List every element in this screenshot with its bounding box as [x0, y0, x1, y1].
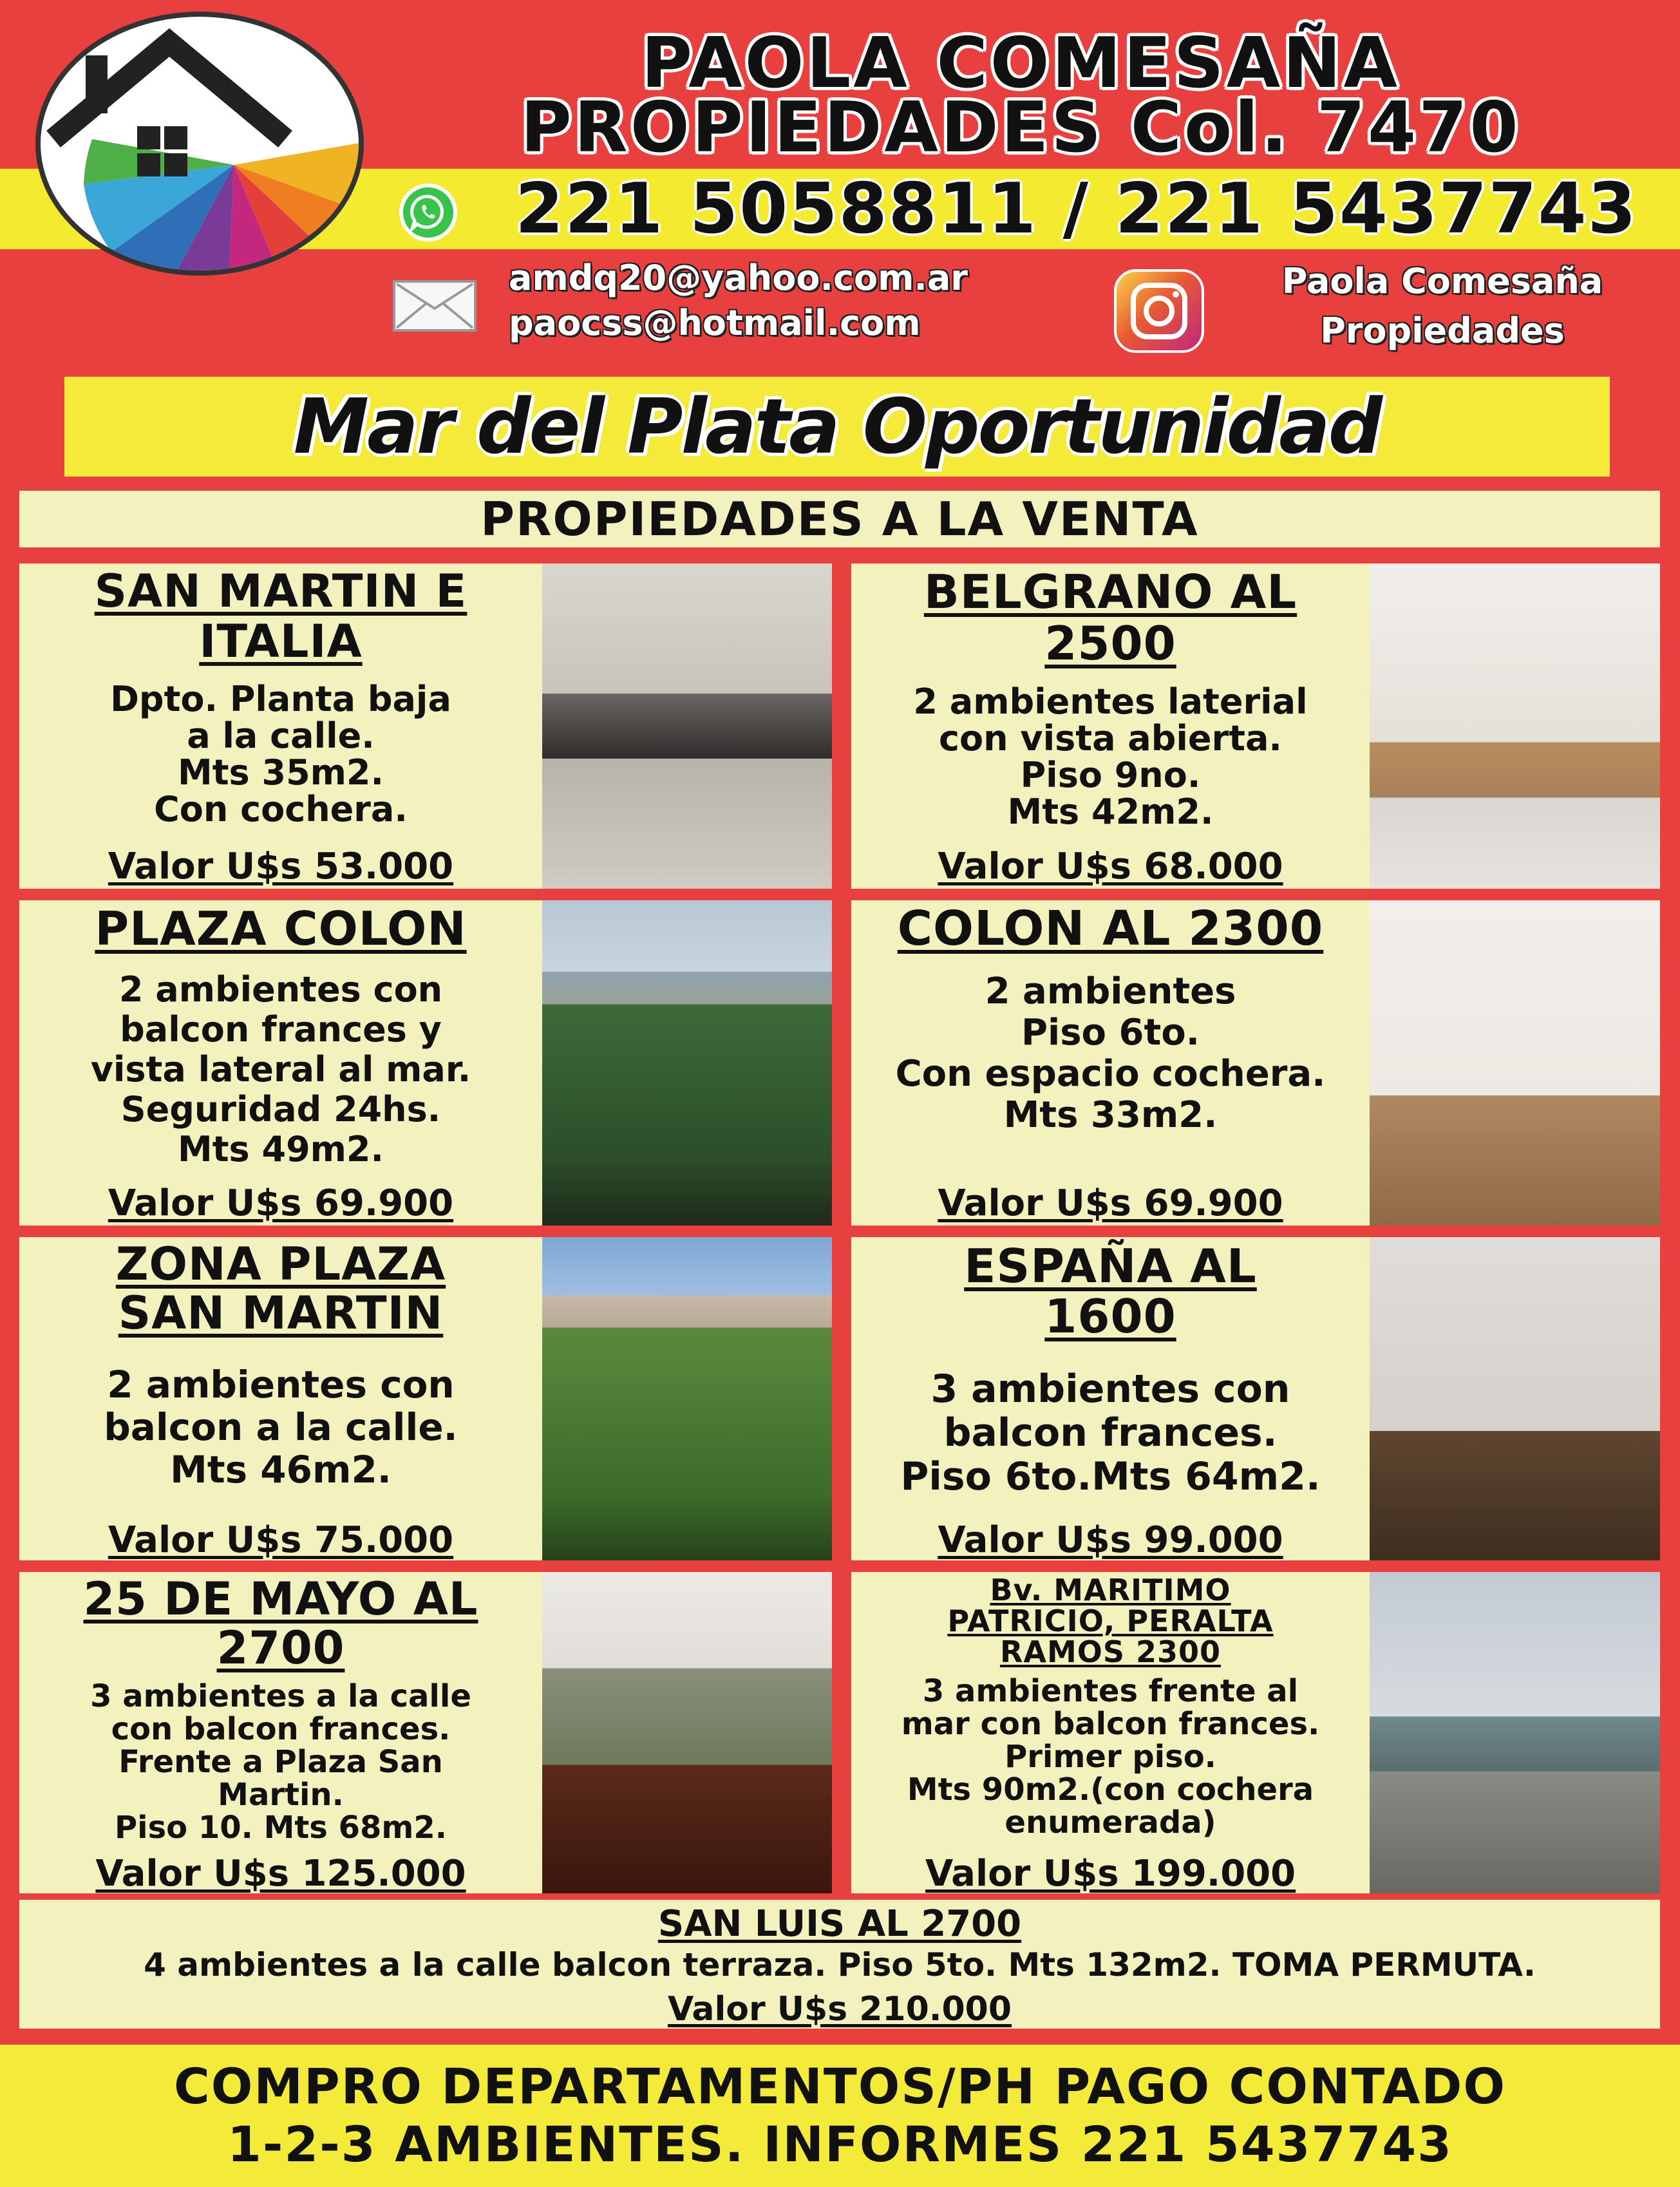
email-address-1[interactable]: amdq20@yahoo.com.ar [509, 258, 968, 298]
listing-desc-line: Frente a Plaza San [118, 1744, 443, 1780]
brand-subtitle: PROPIEDADES Col. 7470 [520, 88, 1521, 168]
listing-desc-line: balcon frances. [943, 1410, 1278, 1455]
listing-desc-line: Dpto. Planta baja [110, 679, 451, 719]
listing-title-line: ZONA PLAZA [115, 1238, 446, 1291]
listing-price: Valor U$s 99.000 [938, 1519, 1283, 1561]
listing-desc-line: balcon a la calle. [104, 1405, 458, 1449]
listing-price: Valor U$s 199.000 [925, 1853, 1296, 1895]
listing-desc-line: Seguridad 24hs. [120, 1089, 441, 1130]
listing-desc-line: 2 ambientes [985, 970, 1236, 1012]
listing-desc-line: 2 ambientes con [118, 969, 443, 1010]
listing-desc-line: con balcon frances. [111, 1711, 451, 1747]
listing-desc-line: 3 ambientes a la calle [90, 1678, 471, 1714]
listing-desc-line: Martin. [218, 1777, 344, 1813]
listing-title-line: SAN MARTIN E [94, 565, 467, 618]
listing-title-line: BELGRANO AL [923, 565, 1298, 619]
listing-price: Valor U$s 75.000 [108, 1519, 454, 1561]
listing-title-line: PATRICIO, PERALTA [947, 1604, 1274, 1638]
listing-photo-kitchen[interactable] [542, 563, 832, 889]
listing-desc-line: Mts 90m2.(con cochera [907, 1772, 1314, 1808]
listing-desc-line: 2 ambientes laterial [913, 681, 1308, 722]
listing-desc-line: Mts 49m2. [178, 1129, 384, 1169]
listing-photo-sea-view[interactable] [542, 900, 832, 1226]
listing-title-line: Bv. MARITIMO [990, 1573, 1231, 1607]
listing-desc-line: Piso 10. Mts 68m2. [114, 1810, 448, 1846]
listing-card[interactable] [851, 1572, 1660, 1893]
listing-desc-line: Con espacio cochera. [895, 1053, 1326, 1095]
listing-title-line: PLAZA COLON [95, 902, 467, 956]
instagram-handle-line-2[interactable]: Propiedades [1320, 310, 1565, 351]
listing-photo-dining-room[interactable] [1370, 900, 1660, 1226]
listing-card[interactable] [851, 900, 1660, 1226]
listing-photo-park-view[interactable] [542, 1237, 832, 1560]
listing-price: Valor U$s 68.000 [938, 846, 1283, 887]
listing-desc-line: Piso 9no. [1020, 755, 1201, 795]
listing-desc-line: 3 ambientes frente al [922, 1673, 1299, 1709]
listing-desc-line: con vista abierta. [939, 718, 1282, 759]
footer-line-2: 1-2-3 AMBIENTES. INFORMES 221 5437743 [227, 2116, 1453, 2173]
listing-card[interactable] [851, 563, 1660, 889]
wide-listing-desc: 4 ambientes a la calle balcon terraza. Piso 5to. Mts 132m2. TOMA PERMUTA. [144, 1946, 1536, 1983]
wide-listing-price: Valor U$s 210.000 [667, 1990, 1012, 2029]
listing-title-line: 25 DE MAYO AL [83, 1573, 478, 1625]
listing-desc-line: Mts 46m2. [170, 1448, 392, 1491]
listing-card[interactable] [851, 1237, 1660, 1560]
listing-photo-empty-room[interactable] [1370, 1237, 1660, 1560]
listing-card[interactable] [19, 1572, 832, 1893]
listing-desc-line: enumerada) [1005, 1804, 1216, 1841]
listing-desc-line: 3 ambientes con [930, 1367, 1290, 1412]
slogan-text: Mar del Plata Oportunidad [293, 382, 1381, 471]
listing-title-line: RAMOS 2300 [999, 1634, 1222, 1669]
brand-name: PAOLA COMESAÑA [641, 23, 1401, 104]
listing-title-line: SAN MARTIN [118, 1287, 444, 1340]
mail-icon [393, 280, 477, 332]
listing-desc-line: Mts 33m2. [1003, 1094, 1218, 1136]
listing-desc-line: Con cochera. [154, 789, 408, 829]
listing-photo-window-room[interactable] [542, 1572, 832, 1893]
wide-listing-title: SAN LUIS AL 2700 [657, 1903, 1022, 1945]
listing-title-line: ESPAÑA AL [964, 1239, 1257, 1293]
listing-title-line: ITALIA [199, 615, 363, 668]
listing-card[interactable] [19, 900, 832, 1226]
listing-photo-living-room[interactable] [1370, 563, 1660, 889]
listing-desc-line: Piso 6to. [1021, 1012, 1200, 1054]
listing-price: Valor U$s 125.000 [95, 1853, 466, 1895]
instagram-icon[interactable] [1114, 269, 1204, 353]
listing-desc-line: Mts 35m2. [178, 752, 384, 793]
listing-price: Valor U$s 53.000 [108, 846, 454, 887]
footer-line-1: COMPRO DEPARTAMENTOS/PH PAGO CONTADO [173, 2058, 1506, 2115]
listing-desc-line: balcon frances y [120, 1009, 442, 1050]
listing-photo-coast-view[interactable] [1370, 1572, 1660, 1893]
listing-desc-line: mar con balcon frances. [901, 1706, 1320, 1742]
listing-desc-line: Mts 42m2. [1007, 791, 1214, 832]
instagram-handle-line-1[interactable]: Paola Comesaña [1281, 261, 1603, 301]
email-address-2[interactable]: paocss@hotmail.com [509, 303, 921, 343]
listing-desc-line: Primer piso. [1005, 1739, 1216, 1775]
listing-price: Valor U$s 69.900 [108, 1182, 454, 1224]
listing-desc-line: a la calle. [187, 715, 375, 756]
listing-card[interactable] [19, 563, 832, 889]
listing-desc-line: vista lateral al mar. [90, 1049, 471, 1090]
listing-title-line: COLON AL 2300 [897, 901, 1324, 956]
listing-desc-line: Piso 6to.Mts 64m2. [900, 1454, 1321, 1499]
phone-numbers[interactable]: 221 5058811 / 221 5437743 [515, 169, 1638, 249]
listing-title-line: 2700 [216, 1622, 345, 1674]
listing-price: Valor U$s 69.900 [938, 1182, 1283, 1224]
listing-title-line: 1600 [1044, 1289, 1176, 1343]
house-logo-icon [35, 12, 364, 276]
section-title: PROPIEDADES A LA VENTA [480, 492, 1199, 546]
listing-card[interactable] [19, 1237, 832, 1560]
listing-title-line: 2500 [1044, 616, 1176, 670]
listing-desc-line: 2 ambientes con [107, 1363, 455, 1406]
whatsapp-icon[interactable] [399, 184, 457, 241]
